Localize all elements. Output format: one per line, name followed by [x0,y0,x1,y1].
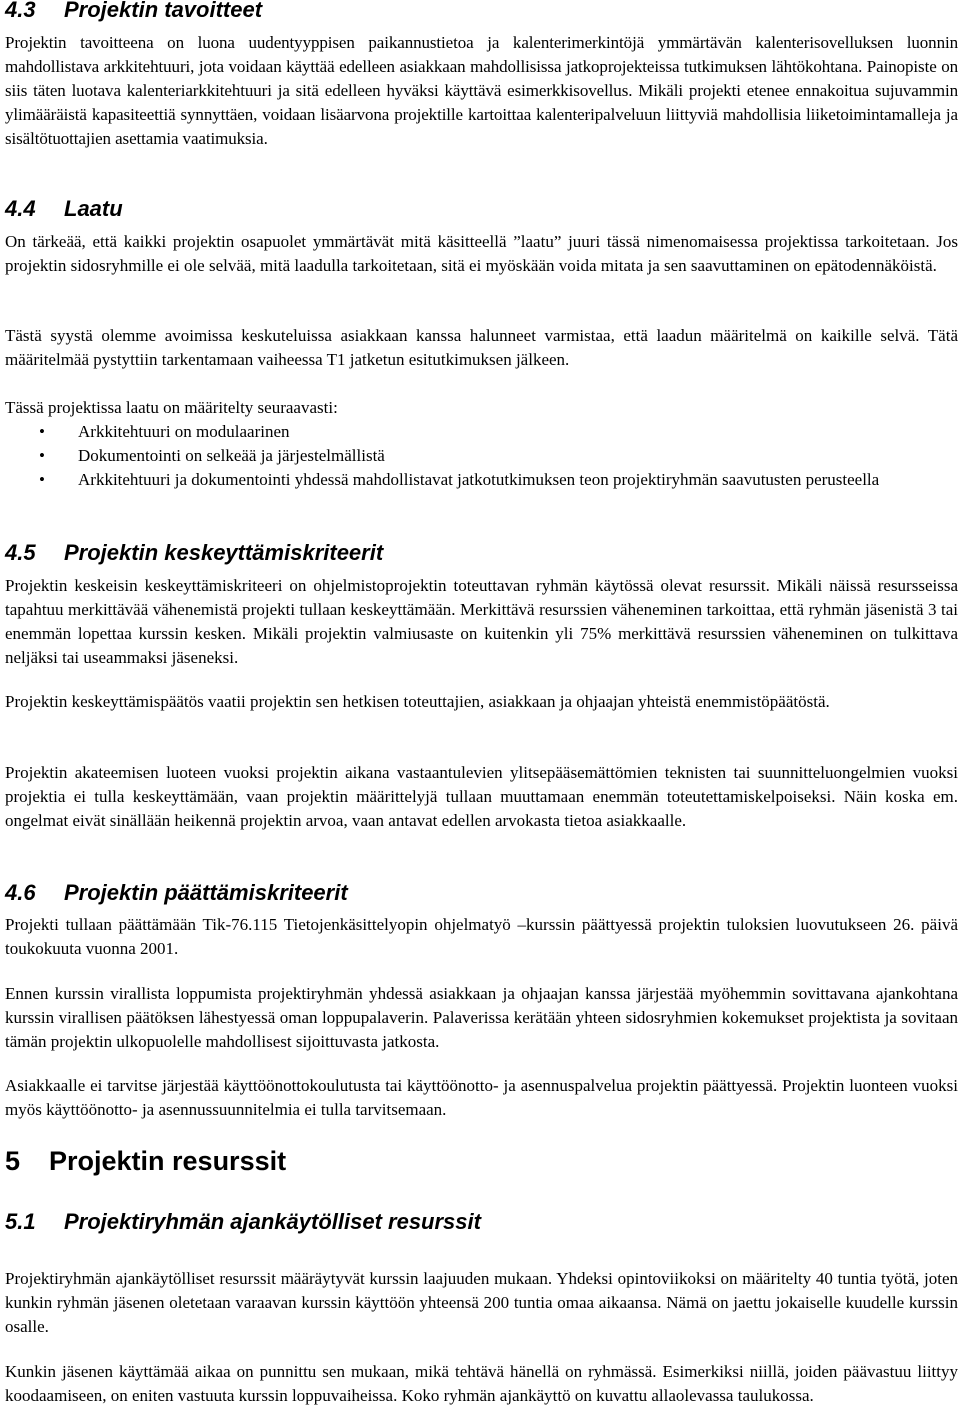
list-item-text: Dokumentointi on selkeää ja järjestelmällistä [78,446,385,465]
section-4-4-body-1 [5,230,958,278]
section-4-5-body-3 [5,761,958,833]
paragraph: Projekti tullaan päättämään Tik-76.115 Tietojenkäsittelyopin ohjelmatyö –kurssin päättyessä projektin tuloksien luovutukseen 26. päivä toukokuuta vuonna 2001. [5,915,958,958]
section-number: 4.5 [5,540,36,565]
section-number: 4.4 [5,196,36,221]
section-5-1-body-1 [5,1267,958,1339]
section-4-5 [5,539,958,567]
section-heading [5,1208,958,1236]
section-heading [5,879,958,907]
section-4-5-body-2 [5,690,958,714]
paragraph: Tässä projektissa laatu on määritelty seuraavasti: [5,398,338,417]
list-item-text: Arkkitehtuuri on modulaarinen [78,422,290,441]
chapter-title: Projektin resurssit [49,1146,287,1176]
paragraph: Ennen kurssin virallista loppumista projektiryhmän yhdessä asiakkaan ja ohjaajan kanssa järjestää myöhemmin sovittavana ajankohtana kurssin virallisen päätöksen lähestyessä oman loppupalaverin. Palaverissa kerätään yhteen sidosryhmien kokemukset projektista ja sovitaan tämän projektin ulkopuolelle mahdollisest sijoittuvasta jatkosta. [5,984,958,1051]
quality-bullet-list [5,420,958,492]
section-title: Projektin päättämiskriteerit [64,880,348,905]
chapter-5 [5,1144,958,1178]
section-title: Laatu [64,196,123,221]
section-heading [5,195,958,223]
paragraph: Projektin akateemisen luoteen vuoksi projektin aikana vastaantulevien ylitsepääsemättömien teknisten tai suunnitteluongelmien vuoksi projektia ei tulla keskeyttämään, vaan projektin määrittelyjä tullaan muuttamaan enemmän toteutettamiskelpoiseksi. Näin koska em. ongelmat eivät sinällään heikennä projektin arvoa, vaan antavat edellen arvokasta tietoa asiakkaalle. [5,763,958,830]
section-number: 5.1 [5,1209,36,1234]
section-title: Projektiryhmän ajankäytölliset resurssit [64,1209,481,1234]
list-item-text: Arkkitehtuuri ja dokumentointi yhdessä mahdollistavat jatkotutkimuksen teon projektiryhmän saavutusten perusteella [78,470,880,489]
paragraph: Projektin keskeisin keskeyttämiskriteeri on ohjelmistoprojektin toteuttavan ryhmän käytössä olevat resurssit. Mikäli näissä resursseissa tapahtuu merkittävää vähenemistä projekti tullaan keskeyttämään. Merkittävä resurssien väheneminen tarkoittaa, että ryhmän jäsenistä 3 tai enemmän lopettaa kurssin kesken. Mikäli projektin valmiusaste on kuitenkin yli 75% merkittävä resurssien väheneminen on tulkittava neljäksi tai useammaksi jäseneksi. [5,576,958,667]
section-heading [5,0,958,24]
section-4-3-body [5,31,958,151]
section-4-6 [5,879,958,907]
bullet-icon: • [39,446,45,465]
list-item [5,468,958,492]
bullet-icon: • [39,422,45,441]
section-number: 4.3 [5,0,36,22]
section-4-4-body-2 [5,324,958,372]
list-item [5,444,958,468]
paragraph: Projektin keskeyttämispäätös vaatii projektin sen hetkisen toteuttajien, asiakkaan ja ohjaajan yhteistä enemmistöpäätöstä. [5,692,830,711]
section-4-5-body-1 [5,574,958,670]
section-title: Projektin tavoitteet [64,0,263,22]
section-number: 4.6 [5,880,36,905]
section-4-4-body-3 [5,396,958,420]
paragraph: Projektiryhmän ajankäytölliset resurssit määräytyvät kurssin laajuuden mukaan. Yhdeksi opintoviikoksi on määritelty 40 tuntia työtä, joten kunkin ryhmän jäsenen oletetaan varaavan kurssin käyttöön yhteensä 200 tuntia omaa aikaansa. Nämä on jaettu jokaiselle kuudelle kurssin osalle. [5,1269,958,1336]
paragraph: Projektin tavoitteena on luona uudentyyppisen paikannustietoa ja kalenterimerkintöjä ymmärtävän kalenterisovelluksen luonnin mahdollistava arkkitehtuuri, jota voidaan käyttää edelleen asiakkaan mahdollisissa jatkoprojekteissa tutkimuksen lähtökohtana. Painopiste on siis täten luotava kalenteriarkkitehtuuri ja sitä edelleen hyväksi käyttävä esimerkkisovellus. Mikäli projekti etenee ennakoitua sujuvammin ylimääräistä kapasiteettiä synnyttäen, voidaan lisäarvona projektille kartoittaa kalenteripalveluun liittyviä mahdollisia liiketoimintamalleja ja sisältötuottajien asettamia vaatimuksia. [5,33,958,148]
section-4-6-body-3 [5,1074,958,1122]
paragraph: Asiakkaalle ei tarvitse järjestää käyttöönottokoulutusta tai käyttöönotto- ja asennuspalvelua projektin päättyessä. Projektin luonteen vuoksi myös käyttöönotto- ja asennussuunnitelmia ei tulla tarvitsemaan. [5,1076,958,1119]
section-4-6-body-1 [5,913,958,961]
bullet-list [5,420,958,492]
paragraph: On tärkeää, että kaikki projektin osapuolet ymmärtävät mitä käsitteellä ”laatu” juuri tässä nimenomaisessa projektissa tarkoitetaan. Jos projektin sidosryhmille ei ole selvää, mitä laadulla tarkoitetaan, sitä ei myöskään voida mitata ja sen saavuttaminen on epätodennäköistä. [5,232,958,275]
section-title: Projektin keskeyttämiskriteerit [64,540,384,565]
paragraph: Tästä syystä olemme avoimissa keskuteluissa asiakkaan kanssa halunneet varmistaa, että laadun määritelmä on kaikille selvä. Tätä määritelmää pystyttiin tarkentamaan vaiheessa T1 jatketun esitutkimuksen jälkeen. [5,326,958,369]
chapter-number: 5 [5,1146,21,1176]
bullet-icon: • [39,470,45,489]
section-4-6-body-2 [5,982,958,1054]
list-item [5,420,958,444]
section-5-1 [5,1208,958,1236]
paragraph: Kunkin jäsenen käyttämää aikaa on punnittu sen mukaan, mikä tehtävä hänellä on ryhmässä. Esimerkiksi niillä, joiden päävastuu liittyy koodaamiseen, on eniten vastuuta kurssin loppuvaiheissa. Koko ryhmän ajankäyttö on kuvattu allaolevassa taulukossa. [5,1362,958,1405]
section-heading [5,539,958,567]
section-4-4 [5,195,958,223]
chapter-heading [5,1144,958,1178]
section-4-3 [5,0,958,24]
section-5-1-body-2 [5,1360,958,1408]
